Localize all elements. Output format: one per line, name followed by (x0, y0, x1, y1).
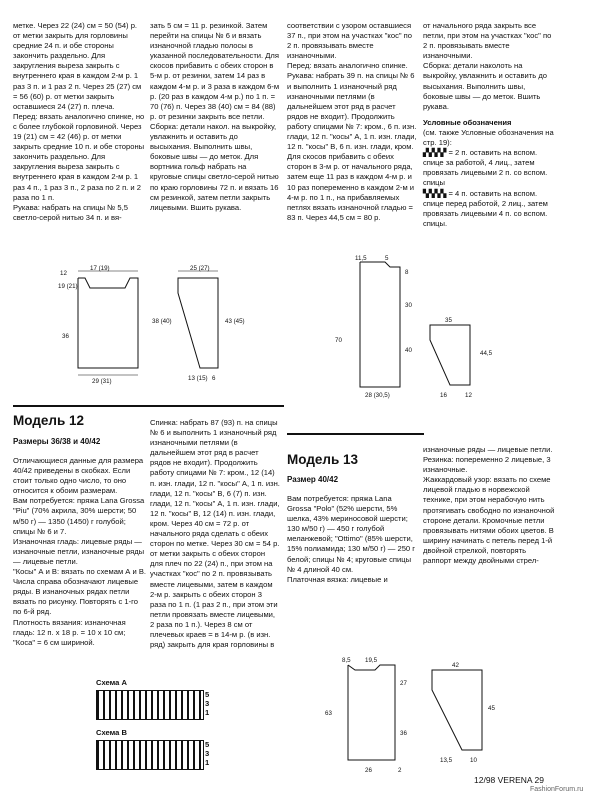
dim-bottom-a: 16 (440, 392, 447, 399)
page-footer: 12/98 VERENA 29 (474, 775, 544, 785)
dim-right: 44,5 (480, 350, 493, 357)
section-rule (287, 433, 424, 435)
paragraph: Изнаночная гладь: лицевые ряды — изнаночные петли, изнаночные ряды — лицевые петли. (13, 536, 145, 566)
cable-symbol-icon: ▞▞▞▞ (423, 148, 449, 158)
dim-bottom-a: 13,5 (440, 757, 453, 764)
paragraph: Плотность вязания: изнаночная гладь: 12 п. x 18 р. = 10 x 10 см; "Коса" = 6 см шириной. (13, 617, 126, 647)
model-13-title: Модель 13 (287, 452, 359, 467)
scheme-b-label: Схема В (96, 728, 127, 737)
paragraph-front: Перед: вязать аналогично спинке. (287, 61, 408, 71)
dim-top-a: 11,5 (355, 255, 367, 262)
pattern-outline (348, 665, 395, 760)
section-rule (13, 405, 284, 407)
paragraph: "Косы" А и В: вязать по схемам А и В. Числа справа обозначают лицевые ряды. В изнаночных рядах петли вязать по рисунку. Повторять с 1-го по 6-й ряд. (13, 567, 147, 617)
model-12-sizes: Размеры 36/38 и 40/42 (13, 437, 101, 446)
dim-top-b: 19,5 (365, 657, 378, 664)
dim-top: 35 (445, 317, 452, 324)
dim-left-a: 12 (60, 270, 67, 277)
pattern-outline (360, 262, 400, 387)
diagram-model-13-back (320, 655, 420, 780)
diagram-sleeve-1 (150, 263, 250, 388)
top-column-1 (13, 21, 146, 223)
dim-top: 25 (27) (190, 265, 210, 272)
dim-top-b: 5 (385, 255, 389, 262)
dim-top: 42 (452, 662, 459, 669)
dim-bottom: 13 (15) (188, 375, 208, 382)
dim-bottom: 26 (365, 767, 372, 774)
model-13-sizes: Размер 40/42 (287, 475, 339, 484)
dim-bottom: 29 (31) (92, 378, 112, 385)
scheme-a-row-1: 1 (205, 708, 210, 717)
dim-bottom-b: 2 (398, 767, 402, 774)
paragraph: метке. Через 22 (24) см = 50 (54) р. от метки закрыть для горловины средние 24 п. и обе стороны закончить раздельно. Для закругления выреза закрыть с внутреннего края в каждом 2-м р. 1 раз 3 п. и 1 раз 2 п. Через 25 (27) см = 56 (60) р. от метки закрыть оставшиеся 24 (27) п. плеча. (13, 21, 142, 111)
model-12-column-1 (13, 456, 146, 648)
scheme-b-row-5: 5 (205, 740, 210, 749)
paragraph: Жаккардовый узор: вязать по схеме лицевой гладью в норвежской технике, при этом нерабочую нить протягивать свободно по изнаночной стороне детали. Кромочные петли провязывать нитями обоих цветов. В ширину начинать с петель перед 1-й двойной стрелкой, повторять раппорт между двойными стрел- (423, 475, 555, 566)
dim-right: 45 (488, 705, 495, 712)
pattern-outline (78, 278, 138, 368)
diagram-model-13-sleeve (420, 660, 510, 770)
watermark: FashionForum.ru (530, 786, 584, 793)
top-column-3 (287, 21, 417, 223)
dim-left-b: 19 (21) (58, 283, 78, 290)
dim-right-a: 27 (400, 680, 407, 687)
legend-item-2: ▚▚▚▚ = 4 п. оставить на вспом. спице перед работой, 2 лиц., затем провязать лицевыми 4 п. со вспом. спицы. (423, 188, 548, 228)
diagram-sleeve-2 (425, 315, 505, 405)
dim-right-b: 30 (405, 302, 412, 309)
dim-top-a: 8,5 (342, 657, 351, 664)
paragraph-assembly: Сборка: детали накол. на выкройку, увлажнить и оставить до высыхания. Выполнить швы, боковые швы — до меток. Для вортника гольф набрать на круговые спицы светло-серой нитью по краю горловины 72 п. и вязать 16 см резинкой, затем петли закрыть лицевыми. Вшить рукава. (150, 121, 279, 212)
paragraph: Спинка: набрать 87 (93) п. на спицы № 6 и выполнить 1 изнаночный ряд изнаночными петлями (в дальнейшем этот ряд в расчет рядов не входит). Продолжить работу спицами № 7: кром., 12 (14) п. изн. глади, 12 п. "косы" А, 1 п. изн. глади, 12 п. "косы" В, 6 (7) п. изн. глади, 12 п. "косы" А, 1 п. изн. глади, 12 п. "косы" В, 12 (14) п. изн. глади, кром. Через 40 см = 72 р. от начального ряда сделать с обеих сторон по метке. Через 30 см = 54 р. от метки закрыть с обеих сторон для плеч по 22 (24) п., при этом на участках "кос" по 2 п. провязывать вместе лицевыми, затем в каждом 2-м р. закрыть с обеих сторон 3 раза по 1 п. (1 раз 2 п., при этом эти петли провязать вместе лицевыми, 2 раза по 1 п.). Через 8 см от плечевых краев = в 14-м р. (в изн. ряд) закрыть для края горловины в (150, 418, 280, 650)
scheme-b-row-1: 1 (205, 758, 210, 767)
scheme-b-row-3: 3 (205, 749, 210, 758)
dim-bottom-b: 12 (465, 392, 472, 399)
dim-bottom-b: 6 (212, 375, 216, 382)
top-column-2 (150, 21, 280, 213)
dim-left: 38 (40) (152, 318, 172, 325)
paragraph-sleeves: Рукава: набрать 39 п. на спицы № 6 и выполнить 1 изнаночный ряд изнаночными петлями (в дальнейшем этот ряд в расчет рядов не входит). Продолжить работу спицами № 7: кром., 6 п. изн. глади, 12 п. "косы" А, 1 п. изн. глади, 12 п. "косы" В, 6 п. изн. глади, кром. Для скосов прибавить с обеих сторон в 3-м р. от начального ряда, затем еще 11 раз в каждом 4-м р. и 10 раз попеременно в каждом 2-м и 4-м р. по 1 п., на прибавляемых петлях вязать изнаночной гладью = 83 п. Через 44,5 см = 80 р. (287, 71, 417, 222)
paragraph: зать 5 см = 11 р. резинкой. Затем перейти на спицы № 6 и вязать изнаночной гладью полосы в указанной последовательности. Для скосов прибавить с обеих сторон в 5-м р. от резинки, затем 14 раз в каждом 4-м р. и 3 раза в каждом 6-м р. (20 раз в каждом 4-м р.) по 1 п. = 70 (76) п. Через 38 (40) см = 84 (88) р. от резинки закрыть все петли. (150, 21, 280, 121)
model-13-column-4 (423, 445, 556, 566)
scheme-a-label: Схема А (96, 678, 127, 687)
sleeve-outline (432, 670, 482, 750)
paragraph: Платочная вязка: лицевые и (287, 574, 388, 584)
scheme-a-row-3: 3 (205, 699, 210, 708)
top-column-4 (423, 21, 556, 229)
dim-left: 70 (335, 337, 342, 344)
model-12-title: Модель 12 (13, 413, 85, 428)
dim-left: 63 (325, 710, 332, 717)
dim-left-c: 36 (62, 333, 69, 340)
dim-right: 43 (45) (225, 318, 245, 325)
dim-top: 17 (19) (90, 265, 110, 272)
dim-right-a: 8 (405, 269, 409, 276)
legend-subtitle: (см. также Условные обозначения на стр. 19): (423, 127, 554, 148)
legend-item-1: ▞▞▞▞ = 2 п. оставить на вспом. спице за работой, 4 лиц., затем провязать лицевыми 2 п. со вспом. спицы (423, 148, 548, 188)
sleeve-outline (178, 278, 218, 368)
model-12-column-2 (150, 418, 280, 650)
paragraph: Отличающиеся данные для размера 40/42 приведены в скобках. Если стоит только одно число, то оно относится к обоим размерам. (13, 456, 144, 496)
scheme-a-row-5: 5 (205, 690, 210, 699)
paragraph: Резинка: попеременно 2 лицевые, 3 изнаночные. (423, 455, 551, 475)
diagram-back-piece-2 (330, 252, 430, 402)
scheme-a-chart (96, 690, 204, 720)
paragraph: соответствии с узором оставшиеся 37 п., при этом на участках "кос" по 2 п. провязывать вместе изнаночными. (287, 21, 413, 61)
paragraph: Вам потребуется: пряжа Lana Grossa "Piu" (70% акрила, 30% шерсти; 50 м/50 г) — 1350 (1450) г голубой; спицы № 6 и 7. (13, 496, 145, 536)
paragraph: изнаночные ряды — лицевые петли. (423, 445, 553, 454)
paragraph-assembly: Сборка: детали наколоть на выкройку, увлажнить и оставить до высыхания. Выполнить швы, боковые швы — до меток. Вшить рукава. (423, 61, 547, 111)
sleeve-outline (430, 325, 470, 385)
dim-right-b: 36 (400, 730, 407, 737)
paragraph-front: Перед: вязать аналогично спинке, но с более глубокой горловиной. Через 19 (21) см = 42 (46) р. от метки закрыть средние 10 п. и обе стороны закончить раздельно. Для закругления выреза закрыть с внутреннего края в каждом 2-м р. 1 раз 4 п., 1 раз 3 п., 2 раза по 2 п. и 2 раза по 1 п. (13, 111, 145, 202)
dim-bottom-b: 10 (470, 757, 477, 764)
paragraph-sleeves: Рукава: набрать на спицы № 5,5 светло-серой нитью 34 п. и вя- (13, 202, 128, 222)
paragraph: Вам потребуется: пряжа Lana Grossa "Polo" (52% шерсти, 5% шелка, 43% мериносовой шерсти; 130 м/50 г) — 450 г голубой меланжевой; "Ottimo" (85% шерсти, 15% полиамида; 130 м/50 г) — 250 г белой; спицы № 4; круговые спицы № 4 длиной 40 см. (287, 494, 416, 574)
diagram-back-piece (30, 263, 160, 388)
scheme-b-chart (96, 740, 204, 770)
cable-symbol-icon: ▚▚▚▚ (423, 188, 449, 198)
legend-title: Условные обозначения (423, 117, 512, 127)
paragraph: от начального ряда закрыть все петли, при этом на участках "кос" по 2 п. провязывать вместе изнаночными. (423, 21, 552, 61)
dim-bottom: 28 (30,5) (365, 392, 390, 399)
model-13-column-3 (287, 494, 417, 585)
dim-right-c: 40 (405, 347, 412, 354)
